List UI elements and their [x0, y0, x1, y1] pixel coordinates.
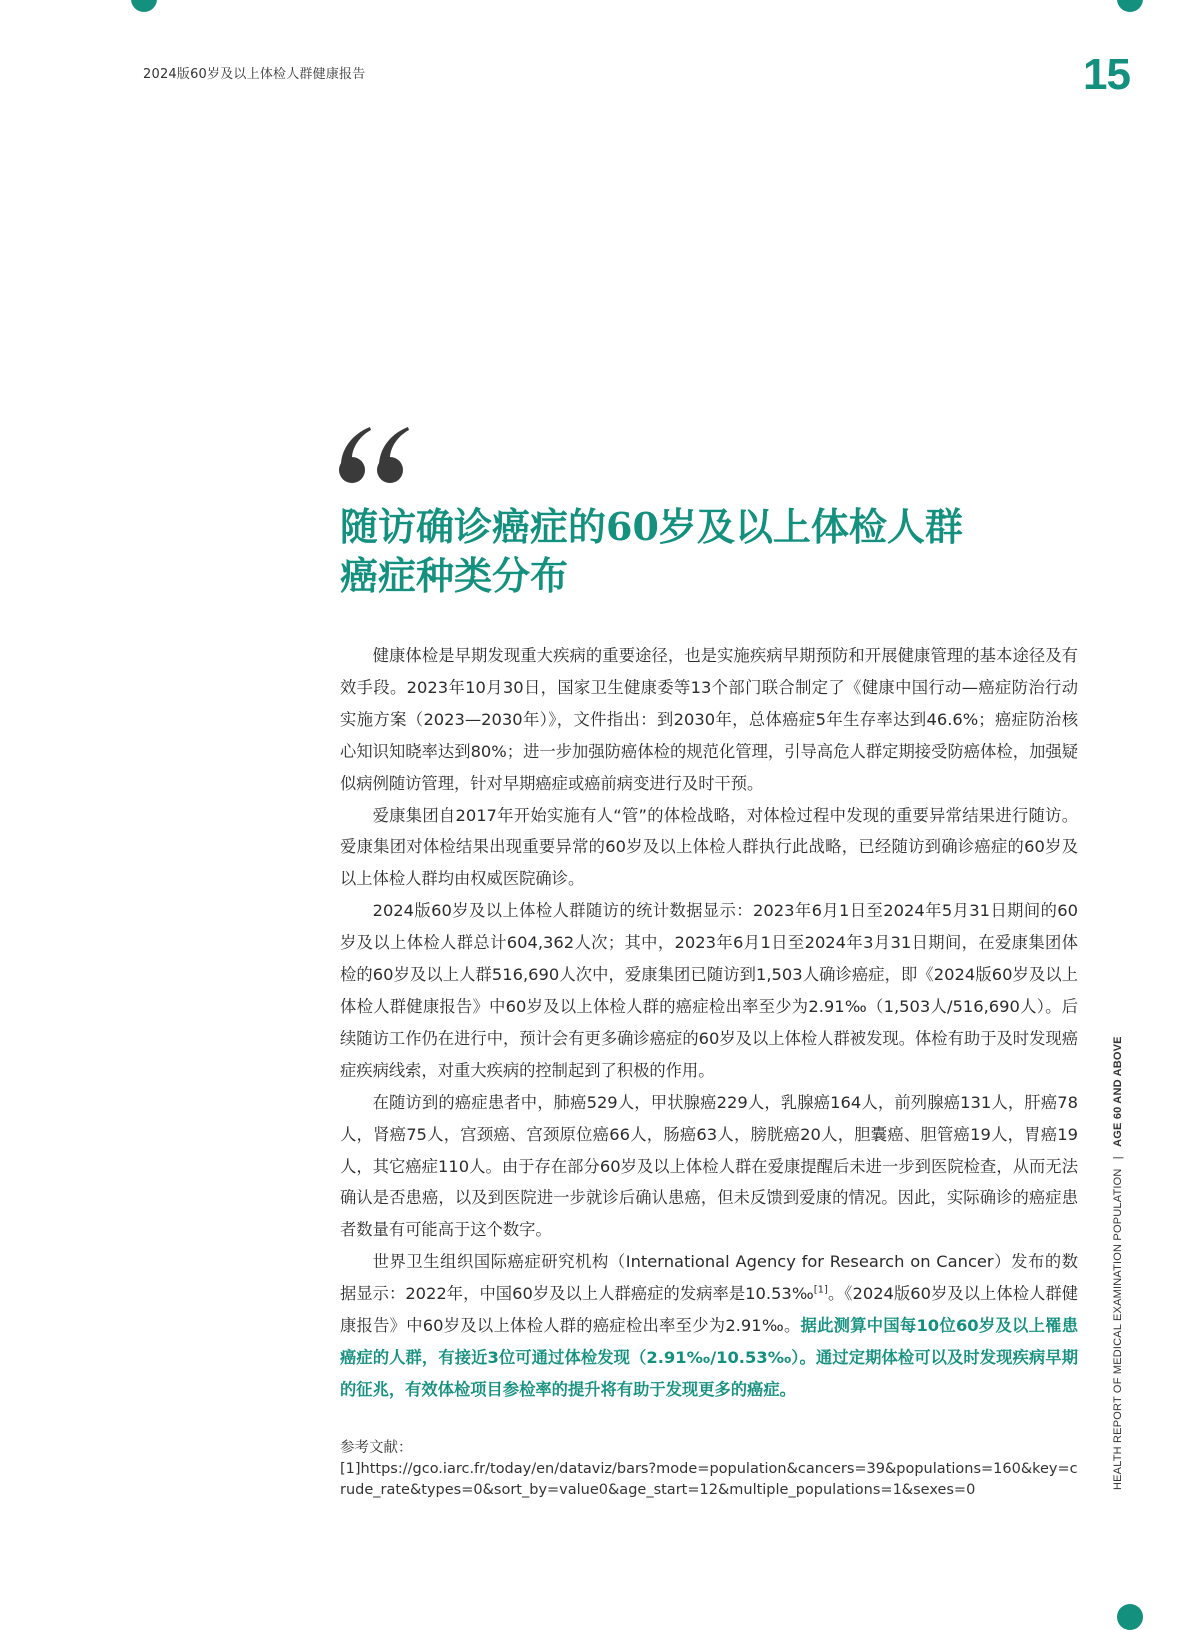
page-number: 15: [1083, 50, 1130, 99]
corner-dot-top-right: [1117, 0, 1143, 12]
side-label-age: AGE 60 AND ABOVE: [1112, 1036, 1124, 1147]
citation-marker: [1]: [813, 1284, 828, 1296]
references-label: 参考文献：: [340, 1440, 413, 1456]
paragraph-5: [340, 1246, 1078, 1406]
paragraph-5-text-b: 。《2024版60岁及以上体检人群健康报告》中60岁及以上体检人群的癌症检出率至少为2.91‰。: [340, 1284, 1078, 1336]
paragraph-5-text-a: 世界卫生组织国际癌症研究机构（International Agency for Research on Cancer）发布的数据显示：2022年，中国60岁及以上人群癌症的发病率是10.53‰: [340, 1252, 1078, 1304]
paragraph-3: 2024版60岁及以上体检人群随访的统计数据显示：2023年6月1日至2024年5月31日期间的60岁及以上体检人群总计604,362人次；其中，2023年6月1日至2024年3月31日期间，在爱康集团体检的60岁及以上人群516,690人次中，爱康集团已随访到1,503人确诊癌症，即《2024版60岁及以上体检人群健康报告》中60岁及以上体检人群的癌症检出率至少为2.91‰（1,503人/516,690人）。后续随访工作仍在进行中，预计会有更多确诊癌症的60岁及以上体检人群被发现。体检有助于及时发现癌症疾病线索，对重大疾病的控制起到了积极的作用。: [340, 901, 1078, 1080]
section-title-line-1: 随访确诊癌症的60岁及以上体检人群: [340, 504, 963, 549]
body-text: [340, 640, 1078, 1406]
section-title: [340, 502, 1100, 600]
running-header-title: 2024版60岁及以上体检人群健康报告: [143, 67, 366, 82]
paragraph-2: 爱康集团自2017年开始实施有人“管”的体检战略，对体检过程中发现的重要异常结果进行随访。爱康集团对体检结果出现重要异常的60岁及以上体检人群执行此战略，已经随访到确诊癌症的60岁及以上体检人群均由权威医院确诊。: [340, 805, 1078, 889]
paragraph-1: 健康体检是早期发现重大疾病的重要途径，也是实施疾病早期预防和开展健康管理的基本途径及有效手段。2023年10月30日，国家卫生健康委等13个部门联合制定了《健康中国行动—癌症防治行动实施方案（2023—2030年）》，文件指出：到2030年，总体癌症5年生存率达到46.6%；癌症防治核心知识知晓率达到80%；进一步加强防癌体检的规范化管理，引导高危人群定期接受防癌体检，加强疑似病例随访管理，针对早期癌症或癌前病变进行及时干预。: [340, 646, 1078, 793]
corner-dot-bottom-right: [1117, 1604, 1143, 1630]
quote-mark-icon: [338, 426, 410, 484]
side-label-report-name: HEALTH REPORT OF MEDICAL EXAMINATION POPULATION: [1112, 1168, 1124, 1490]
side-vertical-label: [1112, 1036, 1124, 1490]
paragraph-4: 在随访到的癌症患者中，肺癌529人，甲状腺癌229人，乳腺癌164人，前列腺癌131人，肝癌78人，肾癌75人，宫颈癌、宫颈原位癌66人，肠癌63人，膀胱癌20人，胆囊癌、胆管癌19人，胃癌19人，其它癌症110人。由于存在部分60岁及以上体检人群在爱康提醒后未进一步到医院检查，从而无法确认是否患癌，以及到医院进一步就诊后确认患癌，但未反馈到爱康的情况。因此，实际确诊的癌症患者数量有可能高于这个数字。: [340, 1092, 1078, 1240]
side-label-separator: |: [1112, 1156, 1124, 1160]
section-title-line-2: 癌症种类分布: [340, 553, 569, 598]
references: [340, 1438, 1080, 1501]
paragraph-5-highlight: 据此测算中国每10位60岁及以上罹患癌症的人群，有接近3位可通过体检发现（2.91‰/10.53‰）。通过定期体检可以及时发现疾病早期的征兆，有效体检项目参检率的提升将有助于发现更多的癌症。: [340, 1316, 1078, 1399]
corner-dot-top-left: [131, 0, 157, 12]
reference-item-1: [1]https://gco.iarc.fr/today/en/dataviz/bars?mode=population&cancers=39&populations=160&key=crude_rate&types=0&sort_by=value0&age_start=12&multiple_populations=1&sexes=0: [340, 1461, 1078, 1498]
